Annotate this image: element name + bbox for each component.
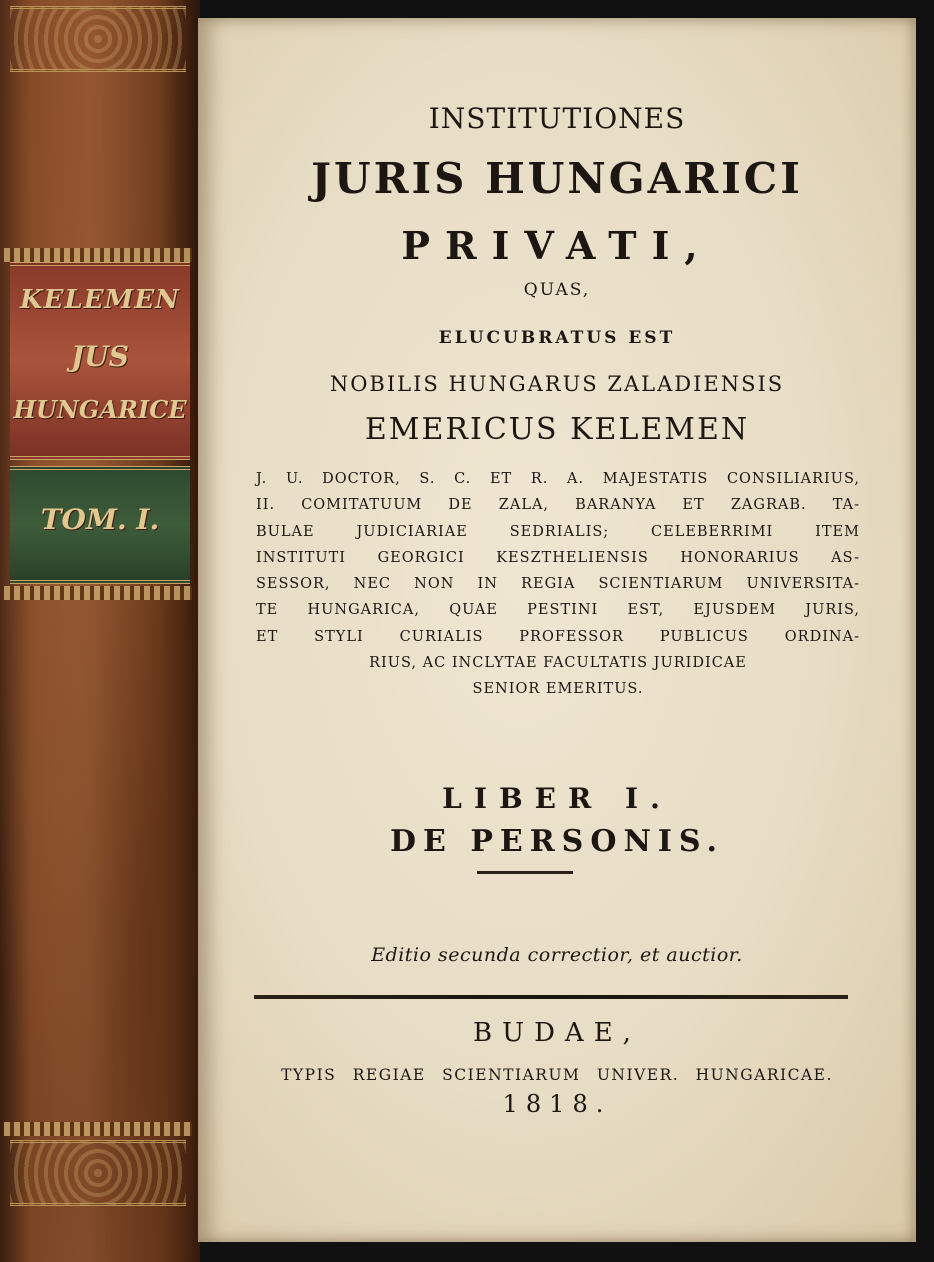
spine-band <box>4 1122 192 1136</box>
credential-line: BULAE JUDICIARIAE SEDRIALIS; CELEBERRIMI ITEM <box>256 523 860 540</box>
credential-line: II. COMITATUUM DE ZALA, BARANYA ET ZAGRAB. TA- <box>256 497 860 514</box>
book-number: LIBER I. <box>442 782 672 815</box>
credential-line: J. U. DOCTOR, S. C. ET R. A. MAJESTATIS CONSILIARIUS, <box>256 471 860 487</box>
credential-line: SENIOR EMERITUS. <box>472 681 644 698</box>
spine-band <box>4 586 192 600</box>
spine-bottom-ornament <box>10 1140 186 1206</box>
credential-line: INSTITUTI GEORGICI KESZTHELIENSIS HONORARIUS AS- <box>256 549 860 566</box>
long-divider-rule <box>254 995 848 999</box>
edition-statement: Editio secunda correctior, et auctior. <box>371 944 743 966</box>
spine-top-ornament <box>10 6 186 72</box>
spine-label-line1: KELEMEN <box>20 285 180 315</box>
credential-line: TE HUNGARICA, QUAE PESTINI EST, EJUSDEM JURIS, <box>256 602 860 619</box>
book-subject: DE PERSONIS. <box>390 824 724 859</box>
spine-label-line2: JUS <box>71 340 129 373</box>
imprint-printer: TYPIS REGIAE SCIENTIARUM UNIVER. HUNGARICAE. <box>281 1066 833 1084</box>
credential-line: ET STYLI CURIALIS PROFESSOR PUBLICUS ORDINA- <box>256 628 860 645</box>
title-line-nobilis: NOBILIS HUNGARUS ZALADIENSIS <box>329 372 785 396</box>
title-line-quas: QUAS, <box>523 280 591 300</box>
short-divider-rule <box>477 871 573 874</box>
title-line-institutiones: INSTITUTIONES <box>428 102 686 135</box>
spine-tome-text: TOM. I. <box>40 503 160 536</box>
author-credentials <box>256 466 860 703</box>
title-line-juris-hungarici: JURIS HUNGARICI <box>311 154 803 203</box>
title-line-privati: PRIVATI, <box>401 223 713 268</box>
spine-label-line3: HUNGARICE <box>13 395 187 424</box>
imprint-year: 1818. <box>502 1090 612 1118</box>
imprint-place: BUDAE, <box>473 1018 641 1048</box>
book-spine <box>0 0 200 1262</box>
spine-band <box>4 248 192 262</box>
title-page <box>198 18 916 1242</box>
credential-line: SESSOR, NEC NON IN REGIA SCIENTIARUM UNIVERSITA- <box>256 576 860 593</box>
credential-line: RIUS, AC INCLYTAE FACULTATIS JURIDICAE <box>369 655 747 672</box>
author-name: EMERICUS KELEMEN <box>364 412 750 447</box>
title-line-elucubratus: ELUCUBRATUS EST <box>438 328 676 348</box>
